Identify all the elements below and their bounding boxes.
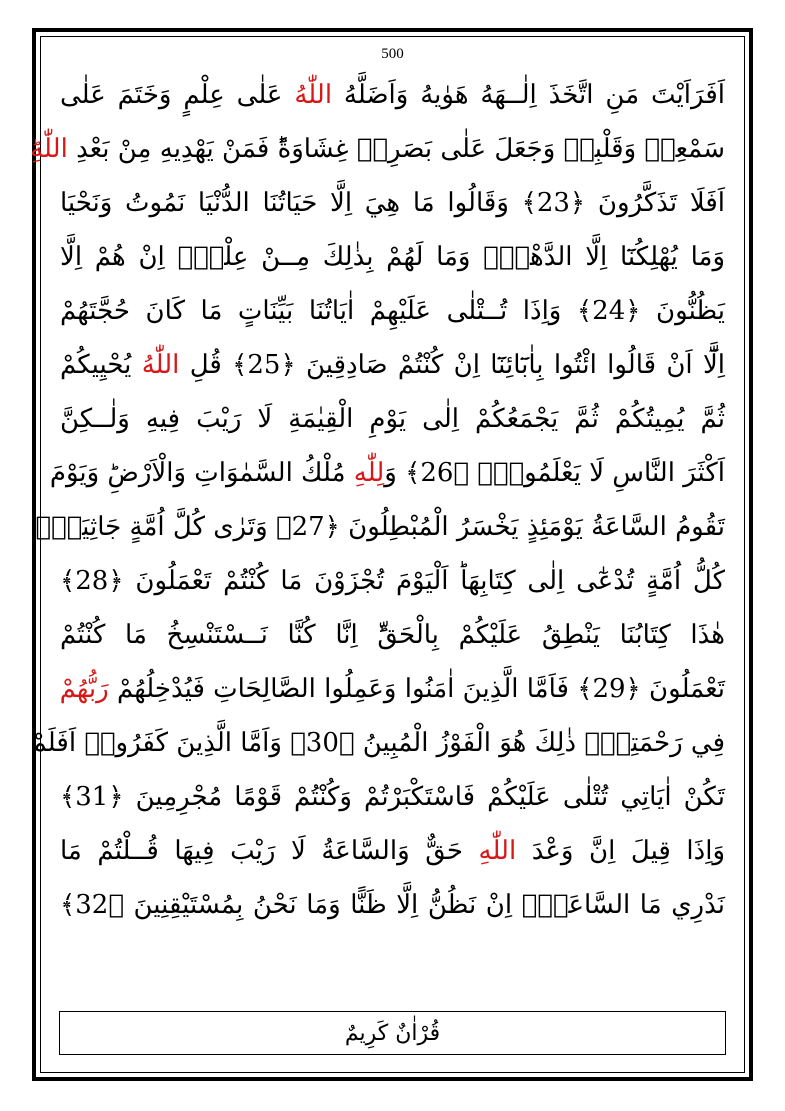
divine-name-highlight: رَبُّهُمْ [59, 674, 109, 704]
verse-text: تَقُومُ السَّاعَةُ يَوْمَئِذٍ يَخْسَرُ الْمُبْطِلُونَ ﴿27﴾ وَتَرٰى كُلَّ اُمَّةٍ جَاثِيَةًۗ [35, 512, 725, 542]
page-number: 500 [381, 46, 404, 62]
verse-text: هٰذَا كِتَابُنَا يَنْطِقُ عَلَيْكُمْ بِالْحَقِّؕ اِنَّا كُنَّا نَــسْتَنْسِخُ مَا كُنْتُمْ [60, 620, 725, 650]
verse-line [30, 122, 725, 176]
verse-text: اِلَّٓا اَنْ قَالُوا ائْتُوا بِاٰبَٓائِنَٓا اِنْ كُنْتُمْ صَادِقِينَ ﴿25﴾ قُلِ [179, 350, 726, 380]
verse-text: يُحْيِيكُمْ [60, 350, 142, 380]
verse-line [60, 770, 725, 824]
verse-line [60, 68, 725, 122]
verse-text: تَعْمَلُونَ ﴿29﴾ فَاَمَّا الَّذِينَ اٰمَنُوا وَعَمِلُوا الصَّالِحَاتِ فَيُدْخِلُهُمْ [108, 674, 725, 704]
verse-line [60, 176, 725, 230]
verse-text: حَقٌّ وَالسَّاعَةُ لَا رَيْبَ فِيهَا قُــلْتُمْ مَا [60, 836, 479, 866]
verse-text: اَفَرَاَيْتَ مَنِ اتَّخَذَ اِلٰــهَهُ هَوٰيهُ وَاَضَلَّهُ [332, 80, 725, 110]
verse-line [49, 446, 725, 500]
verse-text: وَمَا يُهْلِكُنَٓا اِلَّا الدَّهْرُۚ وَمَا لَهُمْ بِذٰلِكَ مِــنْ عِلْمٍۚ اِنْ هُمْ اِلَّا [60, 242, 725, 272]
verse-line [60, 662, 725, 716]
verse-text: سَمْعِهٖ وَقَلْبِهٖ وَجَعَلَ عَلٰى بَصَرِهٖ غِشَاوَةًؕ فَمَنْ يَهْدِيهِ مِنْ بَعْدِ [67, 134, 725, 164]
verse-line [60, 824, 725, 878]
verse-line [60, 554, 725, 608]
verse-text: مُلْكُ السَّمٰوَاتِ وَالْاَرْضِؕ وَيَوْمَ [49, 458, 354, 488]
verse-text: اَفَلَا تَذَكَّرُونَ ﴿23﴾ وَقَالُوا مَا هِيَ اِلَّا حَيَاتُنَا الدُّنْيَا نَمُوتُ وَنَحْيَا [60, 188, 725, 218]
verse-text: ثُمَّ يُمِيتُكُمْ ثُمَّ يَجْمَعُكُمْ اِلٰى يَوْمِ الْقِيٰمَةِ لَا رَيْبَ فِيهِ وَلٰــكِنَّ [60, 404, 725, 434]
verse-text: عَلٰى عِلْمٍ وَخَتَمَ عَلٰى [60, 80, 295, 110]
verse-line [60, 338, 725, 392]
verse-text: تَكُنْ اٰيَاتِي تُتْلٰى عَلَيْكُمْ فَاسْتَكْبَرْتُمْ وَكُنْتُمْ قَوْمًا مُجْرِمِينَ ﴿31﴾ [60, 782, 725, 812]
divine-name-highlight: اللّٰهُ [294, 80, 333, 110]
verse-text: كُلُّ اُمَّةٍ تُدْعٰٓى اِلٰى كِتَابِهَاؕ اَلْيَوْمَ تُجْزَوْنَ مَا كُنْتُمْ تَعْمَلُونَ ﴿28﴾ [60, 566, 725, 596]
verse-line [60, 284, 725, 338]
divine-name-highlight: اللّٰهِ [30, 134, 68, 164]
quran-text-body [30, 68, 726, 1008]
verse-line [30, 716, 725, 770]
verse-line [60, 230, 725, 284]
verse-text: اَكْثَرَ النَّاسِ لَا يَعْلَمُونَۙ ﴿26﴾ وَ [384, 458, 725, 488]
verse-line [60, 392, 725, 446]
divine-name-highlight: اللّٰهُ [141, 350, 180, 380]
divine-name-highlight: اللّٰهِ [478, 836, 517, 866]
verse-text: نَدْرِي مَا السَّاعَةُۜ اِنْ نَظُنُّ اِلَّا ظَنًّا وَمَا نَحْنُ بِمُسْتَيْقِنِينَ ﴿32﴾ [60, 890, 725, 920]
footer-label: قُرْاٰنٌ كَرِيمٌ [344, 1020, 441, 1046]
verse-text: يَظُنُّونَ ﴿24﴾ وَاِذَا تُــتْلٰى عَلَيْهِمْ اٰيَاتُنَا بَيِّنَاتٍ مَا كَانَ حُجَّتَهُمْ [60, 296, 725, 326]
divine-name-highlight: لِلّٰهِ [353, 458, 385, 488]
verse-text: فِي رَحْمَتِهٖؕ ذٰلِكَ هُوَ الْفَوْزُ الْمُبِينُ ﴿30﴾ وَاَمَّا الَّذِينَ كَفَرُواۗ اَفَلَمْ [30, 728, 725, 758]
footer-label-box [59, 1011, 726, 1055]
verse-line [60, 608, 725, 662]
verse-line [60, 878, 725, 932]
verse-line [35, 500, 725, 554]
verse-text: وَاِذَا قِيلَ اِنَّ وَعْدَ [516, 836, 725, 866]
